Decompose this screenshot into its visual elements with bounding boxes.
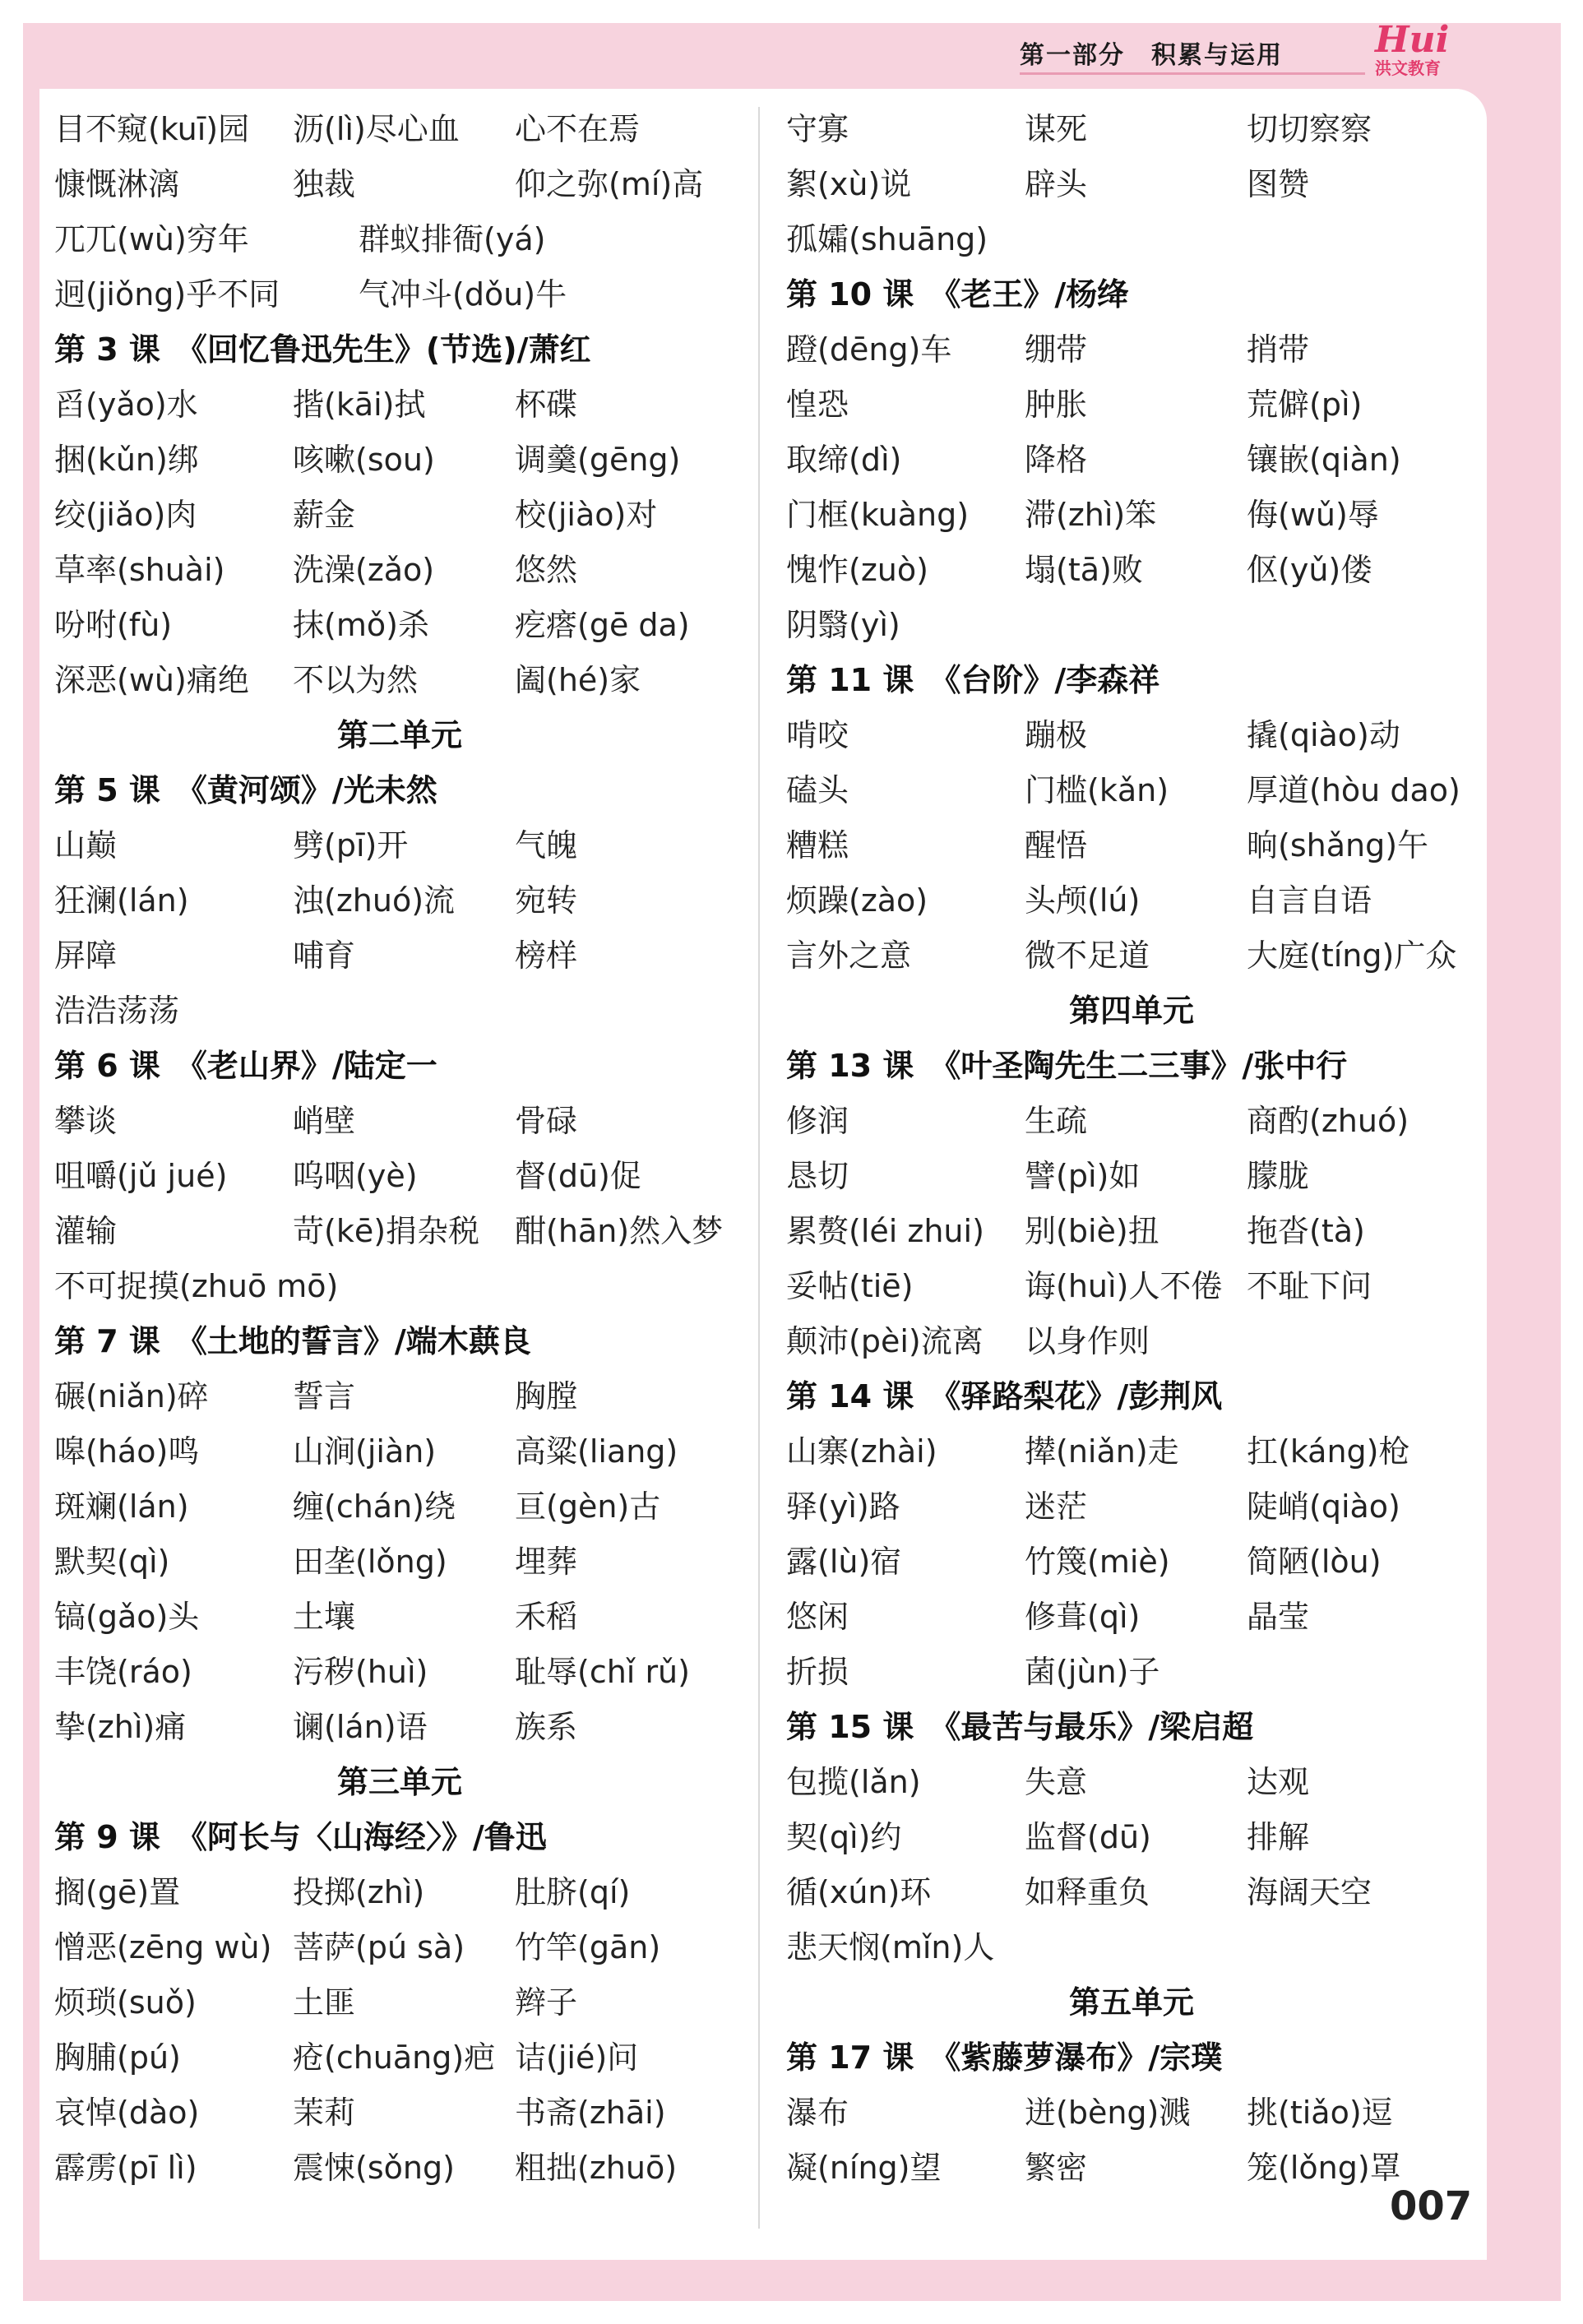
- vocab-word: 捎带: [1247, 331, 1310, 368]
- vocab-row: [54, 598, 745, 653]
- vocab-word: 厚道(hòu dao): [1247, 772, 1460, 808]
- vocab-word: 迸(bèng)溅: [1025, 2095, 1191, 2131]
- header-rule: [1020, 72, 1365, 75]
- vocab-word: 烦躁(zào): [786, 882, 928, 919]
- vocab-word: 孤孀(shuāng): [786, 221, 988, 257]
- vocab-word: 微不足道: [1025, 937, 1150, 974]
- lesson-heading: 第 9 课 《阿长与〈山海经〉》/鲁迅: [54, 1819, 547, 1855]
- vocab-word: 譬(pì)如: [1025, 1158, 1141, 1194]
- vocab-row: [54, 157, 745, 212]
- vocab-word: 修葺(qì): [1025, 1599, 1141, 1635]
- vocab-row: [786, 1590, 1477, 1645]
- vocab-word: 絮(xù)说: [786, 166, 912, 202]
- lesson-heading: 第 6 课 《老山界》/陆定一: [54, 1048, 437, 1084]
- vocab-word: 不可捉摸(zhuō mō): [54, 1268, 339, 1304]
- vocab-word: 震悚(sǒng): [293, 2150, 455, 2186]
- lesson-heading: 第 3 课 《回忆鲁迅先生》(节选)/萧红: [54, 331, 591, 368]
- vocab-row: [786, 763, 1477, 818]
- vocab-row: [54, 102, 745, 157]
- lesson-heading: 第 10 课 《老王》/杨绛: [786, 276, 1129, 312]
- vocab-row: [786, 102, 1477, 157]
- logo-wordmark: Hui: [1375, 19, 1450, 61]
- vocab-row: [786, 1094, 1477, 1149]
- vocab-word: 图赞: [1247, 166, 1310, 202]
- vocab-word: 揩(kāi)拭: [293, 387, 426, 423]
- vocab-word: 哺育: [293, 937, 356, 974]
- vocab-word: 谋死: [1025, 111, 1088, 147]
- vocab-word: 土匪: [293, 1984, 356, 2021]
- vocab-word: 如释重负: [1025, 1874, 1150, 1910]
- vocab-word: 蹬(dēng)车: [786, 331, 952, 368]
- vocab-row: [786, 708, 1477, 763]
- vocab-word: 驿(yì)路: [786, 1488, 900, 1525]
- vocab-word: 修润: [786, 1103, 849, 1139]
- vocab-word: 挑(tiǎo)逗: [1247, 2095, 1393, 2131]
- vocab-word: 辫子: [515, 1984, 578, 2021]
- vocab-word: 颠沛(pèi)流离: [786, 1323, 984, 1359]
- vocab-row: [54, 1700, 745, 1755]
- vocab-word: 禾稻: [515, 1599, 578, 1635]
- vocab-word: 以身作则: [1025, 1323, 1150, 1359]
- vocab-word: 失意: [1025, 1764, 1088, 1800]
- vocab-word: 晌(shǎng)午: [1247, 827, 1429, 863]
- vocab-word: 咀嚼(jǔ jué): [54, 1158, 228, 1194]
- vocab-word: 抹(mǒ)杀: [293, 607, 429, 643]
- vocab-word: 埋葬: [515, 1544, 578, 1580]
- vocab-word: 别(biè)扭: [1025, 1213, 1159, 1249]
- vocab-word: 气魄: [515, 827, 578, 863]
- vocab-word: 灌输: [54, 1213, 118, 1249]
- vocab-word: 晶莹: [1247, 1599, 1310, 1635]
- vocab-row: [54, 1920, 745, 1975]
- vocab-word: 陡峭(qiào): [1247, 1488, 1400, 1525]
- vocab-row: [54, 1535, 745, 1590]
- vocab-word: 达观: [1247, 1764, 1310, 1800]
- vocab-row: [54, 1975, 745, 2030]
- vocab-word: 山寨(zhài): [786, 1433, 937, 1470]
- vocab-row: [786, 1314, 1477, 1369]
- vocab-word: 商酌(zhuó): [1247, 1103, 1409, 1139]
- vocab-word: 守寡: [786, 111, 849, 147]
- vocab-word: 包揽(lǎn): [786, 1764, 921, 1800]
- vocab-word: 诘(jié)问: [515, 2039, 639, 2076]
- vocab-word: 沥(lì)尽心血: [293, 111, 460, 147]
- vocab-word: 捆(kǔn)绑: [54, 442, 199, 478]
- vocab-word: 瀑布: [786, 2095, 849, 2131]
- unit-heading: 第五单元: [1068, 1984, 1194, 2021]
- right-column: [786, 102, 1477, 2196]
- vocab-word: 伛(yǔ)偻: [1247, 552, 1372, 588]
- vocab-word: 田垄(lǒng): [293, 1544, 447, 1580]
- vocab-word: 慷慨淋漓: [54, 166, 180, 202]
- vocab-row: [54, 1590, 745, 1645]
- vocab-word: 吩咐(fù): [54, 607, 173, 643]
- vocab-row: [786, 1259, 1477, 1314]
- vocab-word: 谰(lán)语: [293, 1709, 428, 1745]
- vocab-word: 深恶(wù)痛绝: [54, 662, 249, 698]
- vocab-row: [786, 1535, 1477, 1590]
- vocab-row: [786, 1479, 1477, 1535]
- vocab-row: [54, 1645, 745, 1700]
- vocab-word: 绷带: [1025, 331, 1088, 368]
- vocab-row: [54, 1479, 745, 1535]
- vocab-word: 塌(tā)败: [1025, 552, 1143, 588]
- vocab-word: 胸膛: [515, 1378, 578, 1414]
- lesson-heading: 第 11 课 《台阶》/李森祥: [786, 662, 1160, 698]
- vocab-word: 霹雳(pī lì): [54, 2150, 197, 2186]
- vocab-row: [54, 433, 745, 488]
- vocab-word: 撵(niǎn)走: [1025, 1433, 1179, 1470]
- lesson-heading: 第 7 课 《土地的誓言》/端木蕻良: [54, 1323, 531, 1359]
- vocab-word: 妥帖(tiē): [786, 1268, 914, 1304]
- vocab-row: [54, 267, 745, 322]
- vocab-row: [786, 1149, 1477, 1204]
- vocab-word: 气冲斗(dǒu)牛: [359, 276, 567, 312]
- vocab-word: 迷茫: [1025, 1488, 1088, 1525]
- vocab-row: [54, 1094, 745, 1149]
- vocab-row: [54, 2030, 745, 2086]
- vocab-row: [786, 157, 1477, 212]
- vocab-row: [54, 653, 745, 708]
- vocab-word: 不耻下问: [1247, 1268, 1372, 1304]
- vocab-word: 族系: [515, 1709, 578, 1745]
- vocab-row: [54, 1369, 745, 1424]
- vocab-row: [54, 377, 745, 433]
- vocab-word: 不以为然: [293, 662, 419, 698]
- vocab-word: 骨碌: [515, 1103, 578, 1139]
- vocab-word: 耻辱(chǐ rǔ): [515, 1654, 690, 1690]
- vocab-word: 心不在焉: [515, 111, 641, 147]
- vocab-word: 海阔天空: [1247, 1874, 1372, 1910]
- vocab-row: [54, 212, 745, 267]
- vocab-word: 浊(zhuó)流: [293, 882, 456, 919]
- vocab-word: 迥(jiǒng)乎不同: [54, 276, 280, 312]
- vocab-row: [54, 873, 745, 928]
- vocab-row: [786, 543, 1477, 598]
- vocab-word: 镐(gǎo)头: [54, 1599, 200, 1635]
- vocab-word: 宛转: [515, 882, 578, 919]
- vocab-word: 挚(zhì)痛: [54, 1709, 187, 1745]
- vocab-word: 嗥(háo)鸣: [54, 1433, 200, 1470]
- vocab-row: [54, 984, 745, 1039]
- vocab-word: 咳嗽(sou): [293, 442, 435, 478]
- vocab-word: 阴翳(yì): [786, 607, 900, 643]
- vocab-word: 拖沓(tà): [1247, 1213, 1365, 1249]
- vocab-word: 高粱(liang): [515, 1433, 678, 1470]
- vocab-word: 笼(lǒng)罩: [1247, 2150, 1401, 2186]
- vocab-word: 菩萨(pú sà): [293, 1929, 465, 1965]
- lesson-heading: 第 5 课 《黄河颂》/光未然: [54, 772, 437, 808]
- vocab-row: [786, 1645, 1477, 1700]
- vocab-word: 碾(niǎn)碎: [54, 1378, 209, 1414]
- vocab-word: 呜咽(yè): [293, 1158, 418, 1194]
- lesson-heading: 第 14 课 《驿路梨花》/彭荆风: [786, 1378, 1223, 1414]
- vocab-word: 扛(káng)枪: [1247, 1433, 1410, 1470]
- vocab-row: [786, 433, 1477, 488]
- vocab-word: 取缔(dì): [786, 442, 902, 478]
- vocab-word: 生疏: [1025, 1103, 1088, 1139]
- vocab-word: 自言自语: [1247, 882, 1372, 919]
- vocab-word: 竹篾(miè): [1025, 1544, 1170, 1580]
- vocab-word: 独裁: [293, 166, 356, 202]
- vocab-word: 大庭(tíng)广众: [1247, 937, 1457, 974]
- vocab-word: 滞(zhì)笨: [1025, 497, 1157, 533]
- vocab-word: 默契(qì): [54, 1544, 170, 1580]
- vocab-word: 循(xún)环: [786, 1874, 932, 1910]
- vocab-word: 露(lù)宿: [786, 1544, 902, 1580]
- vocab-word: 蹦极: [1025, 717, 1088, 753]
- vocab-row: [786, 488, 1477, 543]
- vocab-word: 缠(chán)绕: [293, 1488, 456, 1525]
- vocab-word: 屏障: [54, 937, 118, 974]
- unit-heading: 第三单元: [336, 1764, 462, 1800]
- vocab-word: 恳切: [786, 1158, 849, 1194]
- vocab-row: [54, 1204, 745, 1259]
- vocab-row: [786, 212, 1477, 267]
- vocab-word: 凝(níng)望: [786, 2150, 942, 2186]
- vocab-word: 攀谈: [54, 1103, 118, 1139]
- vocab-word: 粗拙(zhuō): [515, 2150, 678, 2186]
- vocab-row: [786, 1810, 1477, 1865]
- vocab-word: 目不窥(kuī)园: [54, 111, 250, 147]
- vocab-word: 肿胀: [1025, 387, 1088, 423]
- vocab-word: 头颅(lú): [1025, 882, 1141, 919]
- vocab-word: 辟头: [1025, 166, 1088, 202]
- vocab-word: 磕头: [786, 772, 849, 808]
- vocab-word: 绞(jiǎo)肉: [54, 497, 197, 533]
- vocab-word: 劈(pī)开: [293, 827, 409, 863]
- unit-heading: 第二单元: [336, 717, 462, 753]
- vocab-word: 亘(gèn)古: [515, 1488, 661, 1525]
- vocab-row: [54, 2086, 745, 2141]
- vocab-row: [786, 2141, 1477, 2196]
- vocab-word: 镶嵌(qiàn): [1247, 442, 1401, 478]
- vocab-word: 薪金: [293, 497, 356, 533]
- vocab-row: [786, 818, 1477, 873]
- vocab-row: [54, 2141, 745, 2196]
- vocab-word: 胸脯(pú): [54, 2039, 181, 2076]
- vocab-word: 洗澡(zǎo): [293, 552, 435, 588]
- lesson-heading: 第 13 课 《叶圣陶先生二三事》/张中行: [786, 1048, 1348, 1084]
- vocab-word: 朦胧: [1247, 1158, 1310, 1194]
- vocab-word: 侮(wǔ)辱: [1247, 497, 1379, 533]
- vocab-word: 排解: [1247, 1819, 1310, 1855]
- vocab-word: 折损: [786, 1654, 849, 1690]
- vocab-word: 降格: [1025, 442, 1088, 478]
- vocab-row: [54, 928, 745, 984]
- vocab-word: 兀兀(wù)穷年: [54, 221, 249, 257]
- page-number: 007: [1390, 2183, 1473, 2229]
- vocab-row: [54, 1865, 745, 1920]
- vocab-row: [54, 1149, 745, 1204]
- vocab-word: 榜样: [515, 937, 578, 974]
- vocab-word: 茉莉: [293, 2095, 356, 2131]
- vocab-row: [786, 2086, 1477, 2141]
- vocab-row: [54, 543, 745, 598]
- vocab-word: 搁(gē)置: [54, 1874, 181, 1910]
- vocab-word: 菌(jùn)子: [1025, 1654, 1160, 1690]
- vocab-word: 憎恶(zēng wù): [54, 1929, 272, 1965]
- vocab-row: [54, 1259, 745, 1314]
- vocab-word: 门槛(kǎn): [1025, 772, 1169, 808]
- vocab-word: 山巅: [54, 827, 118, 863]
- vocab-word: 督(dū)促: [515, 1158, 641, 1194]
- vocab-word: 烦琐(suǒ): [54, 1984, 197, 2021]
- vocab-word: 污秽(huì): [293, 1654, 428, 1690]
- left-column: [54, 102, 745, 2196]
- vocab-word: 简陋(lòu): [1247, 1544, 1382, 1580]
- vocab-word: 契(qì)约: [786, 1819, 902, 1855]
- vocab-word: 土壤: [293, 1599, 356, 1635]
- section-title: 第一部分 积累与运用: [1020, 41, 1283, 70]
- logo-subtitle: 洪文教育: [1375, 58, 1441, 78]
- vocab-word: 愧怍(zuò): [786, 552, 928, 588]
- vocab-row: [786, 322, 1477, 377]
- vocab-word: 惶恐: [786, 387, 849, 423]
- vocab-row: [786, 1755, 1477, 1810]
- vocab-word: 仰之弥(mí)高: [515, 166, 704, 202]
- vocab-row: [786, 1865, 1477, 1920]
- vocab-row: [54, 818, 745, 873]
- column-divider: [758, 107, 760, 2229]
- vocab-word: 醒悟: [1025, 827, 1088, 863]
- vocab-word: 累赘(léi zhui): [786, 1213, 984, 1249]
- vocab-word: 阖(hé)家: [515, 662, 641, 698]
- vocab-word: 杯碟: [515, 387, 578, 423]
- vocab-word: 山涧(jiàn): [293, 1433, 437, 1470]
- vocab-row: [786, 1424, 1477, 1479]
- vocab-word: 撬(qiào)动: [1247, 717, 1400, 753]
- vocab-word: 悲天悯(mǐn)人: [786, 1929, 995, 1965]
- vocab-word: 竹竿(gān): [515, 1929, 661, 1965]
- vocab-word: 繁密: [1025, 2150, 1088, 2186]
- vocab-word: 酣(hān)然入梦: [515, 1213, 724, 1249]
- publisher-logo: [1375, 21, 1457, 87]
- unit-heading: 第四单元: [1068, 993, 1194, 1029]
- vocab-word: 啃咬: [786, 717, 849, 753]
- vocab-word: 疙瘩(gē da): [515, 607, 690, 643]
- vocab-word: 苛(kē)捐杂税: [293, 1213, 480, 1249]
- vocab-word: 校(jiào)对: [515, 497, 658, 533]
- vocab-word: 狂澜(lán): [54, 882, 189, 919]
- lesson-heading: 第 17 课 《紫藤萝瀑布》/宗璞: [786, 2039, 1223, 2076]
- vocab-word: 悠然: [515, 552, 578, 588]
- vocab-word: 悠闲: [786, 1599, 849, 1635]
- vocab-word: 门框(kuàng): [786, 497, 970, 533]
- vocab-row: [54, 488, 745, 543]
- vocab-word: 舀(yǎo)水: [54, 387, 198, 423]
- vocab-word: 监督(dū): [1025, 1819, 1151, 1855]
- vocab-word: 群蚁排衙(yá): [359, 221, 546, 257]
- lesson-heading: 第 15 课 《最苦与最乐》/梁启超: [786, 1709, 1254, 1745]
- vocab-word: 斑斓(lán): [54, 1488, 189, 1525]
- vocab-row: [786, 928, 1477, 984]
- vocab-word: 荒僻(pì): [1247, 387, 1363, 423]
- vocab-row: [786, 377, 1477, 433]
- vocab-word: 疮(chuāng)疤: [293, 2039, 496, 2076]
- vocab-word: 誓言: [293, 1378, 356, 1414]
- vocab-row: [786, 1920, 1477, 1975]
- vocab-word: 诲(huì)人不倦: [1025, 1268, 1223, 1304]
- vocab-row: [786, 873, 1477, 928]
- vocab-word: 肚脐(qí): [515, 1874, 631, 1910]
- vocab-row: [786, 598, 1477, 653]
- vocab-row: [54, 1424, 745, 1479]
- vocab-word: 切切察察: [1247, 111, 1372, 147]
- vocab-word: 投掷(zhì): [293, 1874, 425, 1910]
- vocab-row: [786, 1204, 1477, 1259]
- vocab-word: 丰饶(ráo): [54, 1654, 192, 1690]
- vocab-word: 言外之意: [786, 937, 912, 974]
- vocab-word: 草率(shuài): [54, 552, 225, 588]
- vocab-word: 糟糕: [786, 827, 849, 863]
- vocab-word: 峭壁: [293, 1103, 356, 1139]
- vocab-word: 哀悼(dào): [54, 2095, 200, 2131]
- vocab-word: 调羹(gēng): [515, 442, 681, 478]
- vocab-word: 书斋(zhāi): [515, 2095, 666, 2131]
- vocab-word: 浩浩荡荡: [54, 993, 180, 1029]
